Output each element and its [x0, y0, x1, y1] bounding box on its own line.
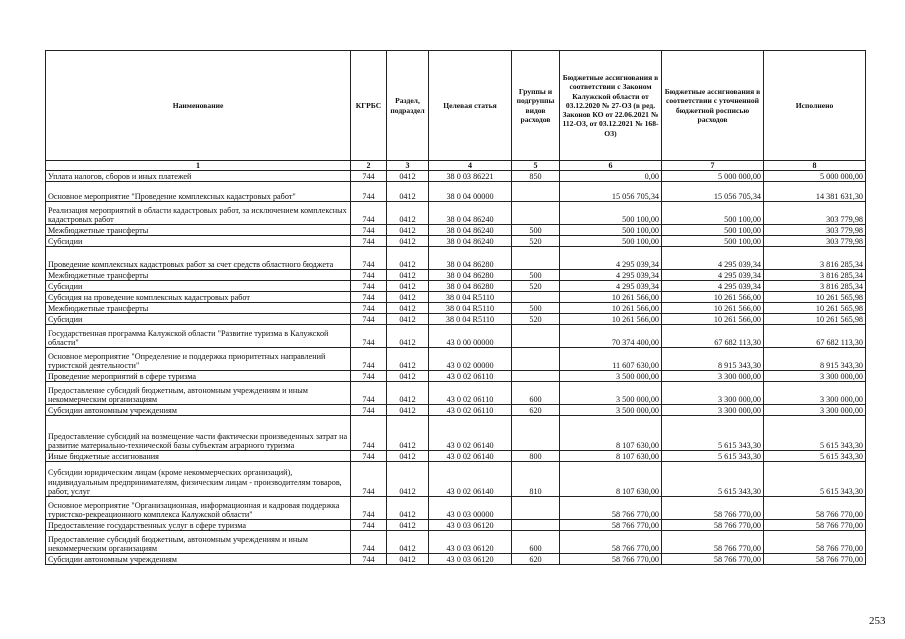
header-groups: Группы и подгруппы видов расходов — [512, 51, 560, 161]
cell-executed: 58 766 770,00 — [764, 531, 866, 554]
cell-executed: 5 615 343,30 — [764, 416, 866, 451]
header-refined: Бюджетные ассигнования в соответствии с уточненной бюджетной росписью расходов — [662, 51, 764, 161]
cell-group — [512, 325, 560, 348]
cell-refined: 5 000 000,00 — [662, 171, 764, 182]
cell-target: 43 0 03 06120 — [429, 531, 512, 554]
cell-target: 38 0 04 86280 — [429, 270, 512, 281]
cell-target: 38 0 04 86240 — [429, 225, 512, 236]
cell-law: 58 766 770,00 — [560, 520, 662, 531]
cell-executed: 10 261 565,98 — [764, 303, 866, 314]
cell-name: Иные бюджетные ассигнования — [46, 451, 351, 462]
table-body — [46, 171, 866, 565]
column-number: 6 — [560, 161, 662, 171]
cell-kgrbs: 744 — [351, 451, 387, 462]
cell-refined: 58 766 770,00 — [662, 531, 764, 554]
cell-refined: 5 615 343,30 — [662, 451, 764, 462]
table-row — [46, 281, 866, 292]
cell-refined: 8 915 343,30 — [662, 348, 764, 371]
cell-group: 500 — [512, 303, 560, 314]
table-row — [46, 270, 866, 281]
cell-group: 600 — [512, 531, 560, 554]
cell-refined: 3 300 000,00 — [662, 405, 764, 416]
cell-section: 0412 — [387, 531, 429, 554]
cell-executed: 5 615 343,30 — [764, 462, 866, 497]
cell-name: Субсидии — [46, 236, 351, 247]
cell-name: Предоставление субсидий бюджетным, автономным учреждениям и иным некоммерческим организациям — [46, 382, 351, 405]
table-row — [46, 314, 866, 325]
cell-section: 0412 — [387, 405, 429, 416]
page-number: 253 — [869, 615, 886, 627]
table-row — [46, 202, 866, 225]
cell-section: 0412 — [387, 451, 429, 462]
cell-name: Межбюджетные трансферты — [46, 303, 351, 314]
cell-law: 15 056 705,34 — [560, 182, 662, 202]
table-row — [46, 303, 866, 314]
cell-group: 800 — [512, 451, 560, 462]
cell-name: Межбюджетные трансферты — [46, 225, 351, 236]
cell-law: 0,00 — [560, 171, 662, 182]
table-row — [46, 416, 866, 451]
cell-section: 0412 — [387, 202, 429, 225]
cell-target: 38 0 04 R5110 — [429, 303, 512, 314]
cell-executed: 8 915 343,30 — [764, 348, 866, 371]
cell-group — [512, 182, 560, 202]
cell-kgrbs: 744 — [351, 554, 387, 565]
cell-law: 58 766 770,00 — [560, 554, 662, 565]
cell-name: Предоставление субсидий на возмещение части фактически произведенных затрат на развитие материально-технической базы субъектам аграрного туризма — [46, 416, 351, 451]
cell-target: 43 0 03 00000 — [429, 497, 512, 520]
cell-section: 0412 — [387, 520, 429, 531]
column-number: 8 — [764, 161, 866, 171]
header-name: Наименование — [46, 51, 351, 161]
cell-section: 0412 — [387, 416, 429, 451]
table-row — [46, 225, 866, 236]
cell-kgrbs: 744 — [351, 202, 387, 225]
cell-target: 43 0 02 06110 — [429, 371, 512, 382]
cell-executed: 58 766 770,00 — [764, 520, 866, 531]
header-target: Целевая статья — [429, 51, 512, 161]
cell-law: 3 500 000,00 — [560, 382, 662, 405]
cell-group — [512, 371, 560, 382]
header-law: Бюджетные ассигнования в соответствии с Законом Калужской области от 03.12.2020 № 27-ОЗ (в ред. Законов КО от 22.06.2021 № 112-ОЗ, от 03.12.2021 № 168-ОЗ) — [560, 51, 662, 161]
column-number: 4 — [429, 161, 512, 171]
cell-target: 43 0 02 06140 — [429, 416, 512, 451]
cell-law: 500 100,00 — [560, 236, 662, 247]
table-row — [46, 171, 866, 182]
table-row — [46, 520, 866, 531]
cell-executed: 10 261 565,98 — [764, 314, 866, 325]
cell-name: Предоставление государственных услуг в сфере туризма — [46, 520, 351, 531]
cell-name: Субсидия на проведение комплексных кадастровых работ — [46, 292, 351, 303]
cell-kgrbs: 744 — [351, 531, 387, 554]
cell-refined: 67 682 113,30 — [662, 325, 764, 348]
cell-group: 500 — [512, 225, 560, 236]
cell-target: 43 0 03 06120 — [429, 520, 512, 531]
cell-kgrbs: 744 — [351, 182, 387, 202]
cell-group — [512, 247, 560, 270]
cell-name: Проведение комплексных кадастровых работ за счет средств областного бюджета — [46, 247, 351, 270]
table-row — [46, 462, 866, 497]
cell-name: Предоставление субсидий бюджетным, автономным учреждениям и иным некоммерческим организациям — [46, 531, 351, 554]
cell-refined: 58 766 770,00 — [662, 520, 764, 531]
cell-kgrbs: 744 — [351, 303, 387, 314]
table-row — [46, 236, 866, 247]
cell-section: 0412 — [387, 554, 429, 565]
cell-kgrbs: 744 — [351, 236, 387, 247]
cell-kgrbs: 744 — [351, 281, 387, 292]
cell-executed: 3 816 285,34 — [764, 247, 866, 270]
header-section: Раздел, подраздел — [387, 51, 429, 161]
cell-law: 3 500 000,00 — [560, 405, 662, 416]
cell-kgrbs: 744 — [351, 247, 387, 270]
cell-target: 38 0 04 00000 — [429, 182, 512, 202]
cell-target: 43 0 02 00000 — [429, 348, 512, 371]
cell-executed: 3 300 000,00 — [764, 405, 866, 416]
cell-kgrbs: 744 — [351, 462, 387, 497]
header-executed: Исполнено — [764, 51, 866, 161]
table-row — [46, 348, 866, 371]
cell-law: 10 261 566,00 — [560, 303, 662, 314]
cell-name: Основное мероприятие "Организационная, информационная и кадровая поддержка туристско-рекреационного комплекса Калужской области" — [46, 497, 351, 520]
cell-group: 500 — [512, 270, 560, 281]
cell-group — [512, 416, 560, 451]
cell-law: 58 766 770,00 — [560, 497, 662, 520]
cell-name: Государственная программа Калужской области "Развитие туризма в Калужской области" — [46, 325, 351, 348]
cell-law: 8 107 630,00 — [560, 451, 662, 462]
cell-section: 0412 — [387, 462, 429, 497]
cell-executed: 5 615 343,30 — [764, 451, 866, 462]
cell-refined: 10 261 566,00 — [662, 292, 764, 303]
cell-target: 43 0 03 06120 — [429, 554, 512, 565]
column-number: 5 — [512, 161, 560, 171]
table-row — [46, 325, 866, 348]
cell-law: 3 500 000,00 — [560, 371, 662, 382]
cell-section: 0412 — [387, 270, 429, 281]
cell-law: 500 100,00 — [560, 225, 662, 236]
cell-kgrbs: 744 — [351, 371, 387, 382]
cell-kgrbs: 744 — [351, 405, 387, 416]
cell-name: Уплата налогов, сборов и иных платежей — [46, 171, 351, 182]
cell-refined: 500 100,00 — [662, 202, 764, 225]
cell-executed: 3 300 000,00 — [764, 382, 866, 405]
cell-kgrbs: 744 — [351, 520, 387, 531]
cell-group: 600 — [512, 382, 560, 405]
cell-target: 38 0 04 86280 — [429, 281, 512, 292]
cell-group — [512, 292, 560, 303]
cell-target: 43 0 02 06110 — [429, 405, 512, 416]
cell-executed: 303 779,98 — [764, 236, 866, 247]
cell-target: 38 0 04 R5110 — [429, 292, 512, 303]
cell-section: 0412 — [387, 303, 429, 314]
cell-group: 810 — [512, 462, 560, 497]
cell-section: 0412 — [387, 292, 429, 303]
cell-executed: 58 766 770,00 — [764, 554, 866, 565]
cell-kgrbs: 744 — [351, 270, 387, 281]
table-row — [46, 182, 866, 202]
cell-refined: 58 766 770,00 — [662, 497, 764, 520]
cell-group — [512, 497, 560, 520]
cell-executed: 303 779,98 — [764, 202, 866, 225]
cell-law: 11 607 630,00 — [560, 348, 662, 371]
cell-refined: 10 261 566,00 — [662, 303, 764, 314]
cell-refined: 3 300 000,00 — [662, 371, 764, 382]
cell-target: 38 0 03 86221 — [429, 171, 512, 182]
cell-kgrbs: 744 — [351, 171, 387, 182]
cell-section: 0412 — [387, 348, 429, 371]
cell-section: 0412 — [387, 281, 429, 292]
cell-law: 4 295 039,34 — [560, 270, 662, 281]
cell-law: 4 295 039,34 — [560, 281, 662, 292]
cell-refined: 500 100,00 — [662, 236, 764, 247]
cell-name: Межбюджетные трансферты — [46, 270, 351, 281]
cell-target: 43 0 02 06140 — [429, 462, 512, 497]
cell-name: Реализация мероприятий в области кадастровых работ, за исключением комплексных кадастровых работ — [46, 202, 351, 225]
cell-refined: 4 295 039,34 — [662, 247, 764, 270]
cell-target: 38 0 04 R5110 — [429, 314, 512, 325]
table-row — [46, 247, 866, 270]
cell-name: Проведение мероприятий в сфере туризма — [46, 371, 351, 382]
column-number: 2 — [351, 161, 387, 171]
cell-section: 0412 — [387, 497, 429, 520]
cell-executed: 3 300 000,00 — [764, 371, 866, 382]
header-row — [46, 51, 866, 161]
column-number: 7 — [662, 161, 764, 171]
cell-kgrbs: 744 — [351, 325, 387, 348]
cell-executed: 14 381 631,30 — [764, 182, 866, 202]
cell-executed: 5 000 000,00 — [764, 171, 866, 182]
cell-section: 0412 — [387, 247, 429, 270]
cell-section: 0412 — [387, 182, 429, 202]
budget-table — [45, 50, 866, 565]
cell-kgrbs: 744 — [351, 382, 387, 405]
cell-group — [512, 202, 560, 225]
cell-section: 0412 — [387, 225, 429, 236]
cell-group: 520 — [512, 314, 560, 325]
cell-refined: 3 300 000,00 — [662, 382, 764, 405]
table-row — [46, 531, 866, 554]
cell-executed: 10 261 565,98 — [764, 292, 866, 303]
cell-section: 0412 — [387, 325, 429, 348]
cell-kgrbs: 744 — [351, 497, 387, 520]
cell-refined: 4 295 039,34 — [662, 281, 764, 292]
table-row — [46, 371, 866, 382]
cell-kgrbs: 744 — [351, 225, 387, 236]
cell-law: 8 107 630,00 — [560, 462, 662, 497]
cell-group: 520 — [512, 236, 560, 247]
table-row — [46, 497, 866, 520]
cell-law: 10 261 566,00 — [560, 314, 662, 325]
cell-section: 0412 — [387, 236, 429, 247]
cell-target: 43 0 00 00000 — [429, 325, 512, 348]
cell-name: Субсидии автономным учреждениям — [46, 554, 351, 565]
cell-refined: 4 295 039,34 — [662, 270, 764, 281]
cell-executed: 67 682 113,30 — [764, 325, 866, 348]
cell-refined: 15 056 705,34 — [662, 182, 764, 202]
cell-law: 4 295 039,34 — [560, 247, 662, 270]
cell-group — [512, 348, 560, 371]
cell-refined: 5 615 343,30 — [662, 462, 764, 497]
cell-name: Основное мероприятие "Проведение комплексных кадастровых работ" — [46, 182, 351, 202]
cell-executed: 3 816 285,34 — [764, 270, 866, 281]
column-number: 1 — [46, 161, 351, 171]
cell-group — [512, 520, 560, 531]
table-row — [46, 451, 866, 462]
cell-refined: 58 766 770,00 — [662, 554, 764, 565]
cell-kgrbs: 744 — [351, 292, 387, 303]
cell-name: Субсидии — [46, 281, 351, 292]
cell-group: 620 — [512, 554, 560, 565]
cell-group: 520 — [512, 281, 560, 292]
cell-refined: 10 261 566,00 — [662, 314, 764, 325]
cell-group: 620 — [512, 405, 560, 416]
cell-law: 70 374 400,00 — [560, 325, 662, 348]
header-kgrbs: КГРБС — [351, 51, 387, 161]
table-row — [46, 292, 866, 303]
cell-target: 43 0 02 06140 — [429, 451, 512, 462]
table-row — [46, 382, 866, 405]
cell-law: 500 100,00 — [560, 202, 662, 225]
cell-target: 38 0 04 86240 — [429, 236, 512, 247]
cell-refined: 500 100,00 — [662, 225, 764, 236]
cell-target: 43 0 02 06110 — [429, 382, 512, 405]
cell-target: 38 0 04 86280 — [429, 247, 512, 270]
cell-kgrbs: 744 — [351, 416, 387, 451]
cell-law: 58 766 770,00 — [560, 531, 662, 554]
column-number-row — [46, 161, 866, 171]
cell-law: 10 261 566,00 — [560, 292, 662, 303]
cell-executed: 58 766 770,00 — [764, 497, 866, 520]
table-row — [46, 405, 866, 416]
cell-name: Основное мероприятие "Определение и поддержка приоритетных направлений туристской деятельности" — [46, 348, 351, 371]
cell-name: Субсидии автономным учреждениям — [46, 405, 351, 416]
cell-kgrbs: 744 — [351, 314, 387, 325]
cell-name: Субсидии — [46, 314, 351, 325]
cell-name: Субсидии юридическим лицам (кроме некоммерческих организаций), индивидуальным предпринимателям, физическим лицам - производителям товаров, работ, услуг — [46, 462, 351, 497]
cell-section: 0412 — [387, 314, 429, 325]
cell-section: 0412 — [387, 371, 429, 382]
cell-group: 850 — [512, 171, 560, 182]
cell-target: 38 0 04 86240 — [429, 202, 512, 225]
cell-refined: 5 615 343,30 — [662, 416, 764, 451]
cell-executed: 303 779,98 — [764, 225, 866, 236]
cell-section: 0412 — [387, 171, 429, 182]
column-number: 3 — [387, 161, 429, 171]
cell-executed: 3 816 285,34 — [764, 281, 866, 292]
cell-law: 8 107 630,00 — [560, 416, 662, 451]
cell-section: 0412 — [387, 382, 429, 405]
cell-kgrbs: 744 — [351, 348, 387, 371]
table-row — [46, 554, 866, 565]
